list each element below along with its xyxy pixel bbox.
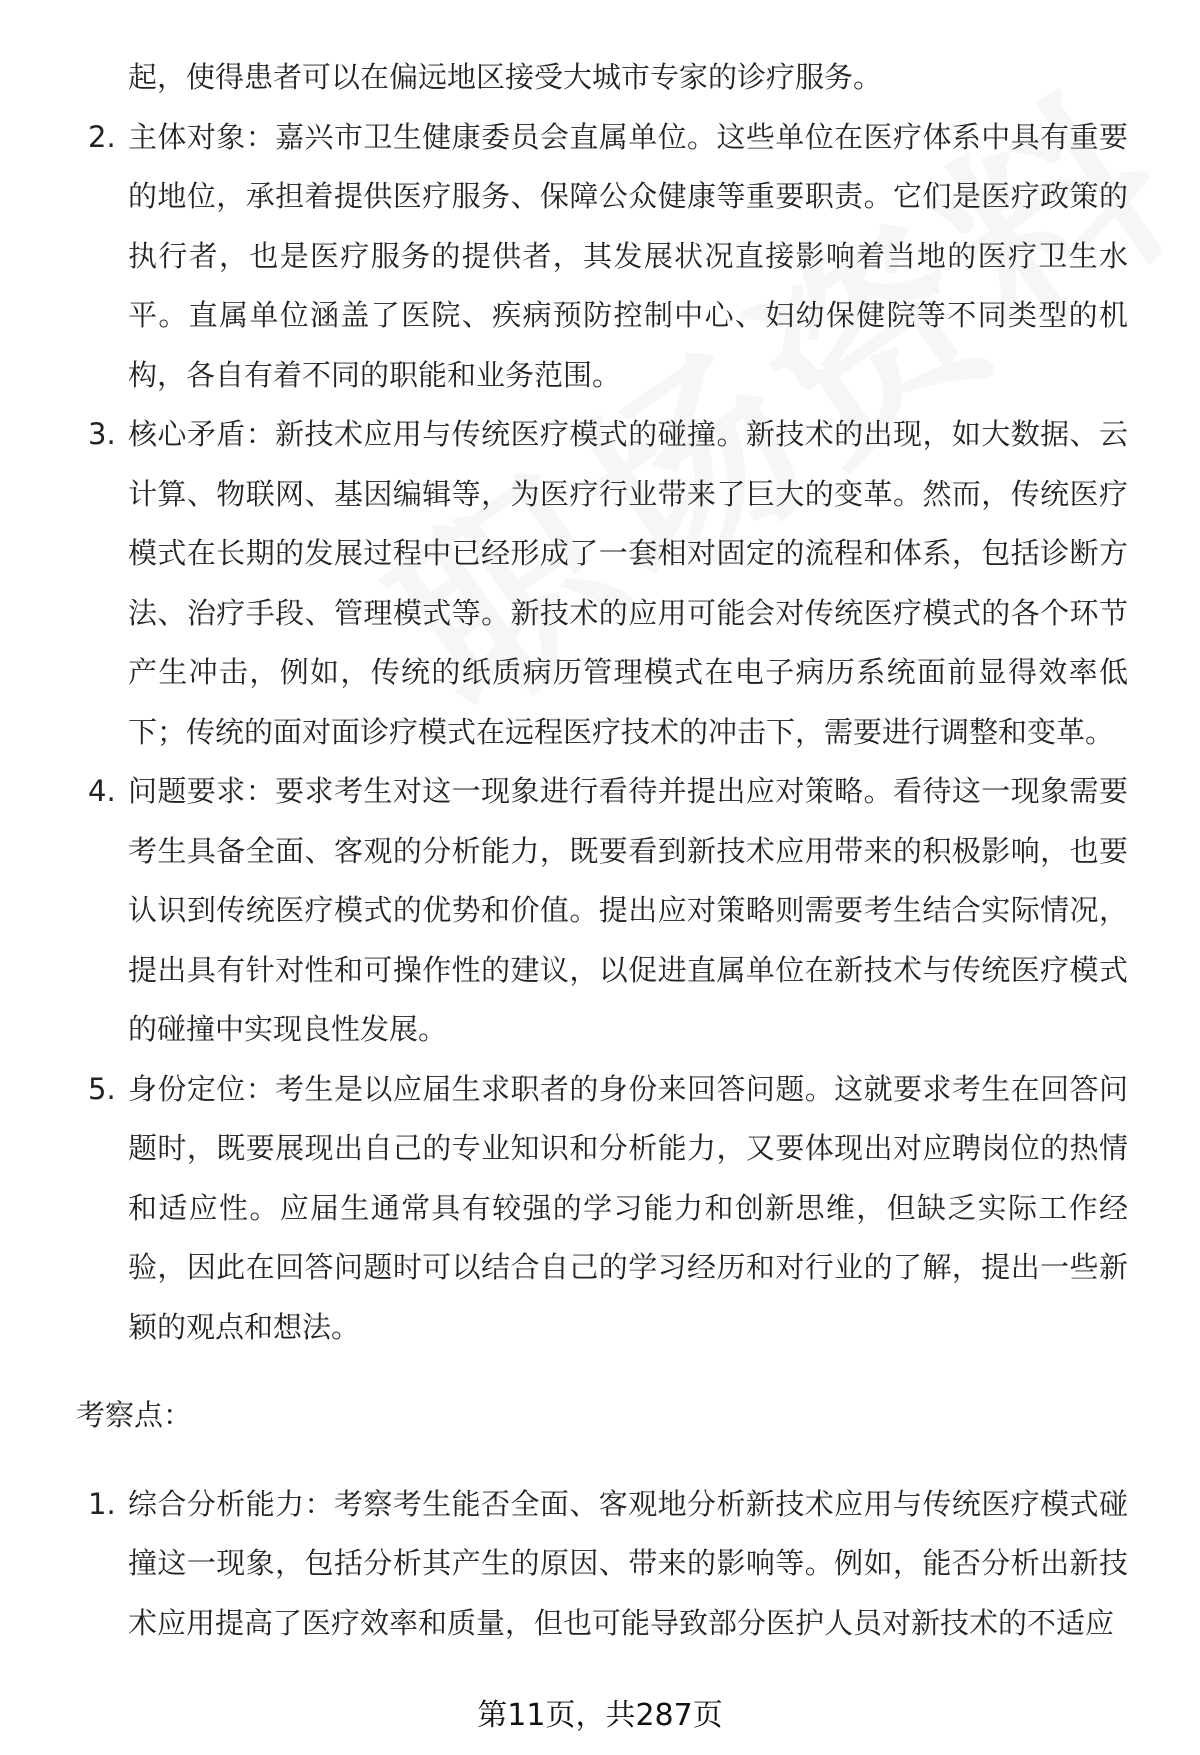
list-item-number: 1. [88,1486,116,1521]
list-item [76,1060,1156,1358]
list-item-number: 3. [88,417,116,451]
list-item-text: 主体对象：嘉兴市卫生健康委员会直属单位。这些单位在医疗体系中具有重要的地位，承担着提供医疗服务、保障公众健康等重要职责。它们是医疗政策的执行者，也是医疗服务的提供者，其发展状况直接影响着当地的医疗卫生水平。直属单位涵盖了医院、疾病预防控制中心、妇幼保健院等不同类型的机构，各自有着不同的职能和业务范围。 [128,119,1128,392]
list-item [76,405,1156,762]
points-list [76,1475,1156,1654]
section-heading: 考察点： [76,1398,193,1432]
analysis-list [76,108,1156,1358]
list-item-number: 4. [88,774,116,808]
list-item-number: 5. [88,1071,116,1106]
list-item-text: 综合分析能力：考察考生能否全面、客观地分析新技术应用与传统医疗模式碰撞这一现象，包括分析其产生的原因、带来的影响等。例如，能否分析出新技术应用提高了医疗效率和质量，但也可能导致部分医护人员对新技术的不适应 [128,1486,1128,1640]
page-footer: 第11页，共287页 [477,1698,723,1733]
list-item-text: 核心矛盾：新技术应用与传统医疗模式的碰撞。新技术的出现，如大数据、云计算、物联网、基因编辑等，为医疗行业带来了巨大的变革。然而，传统医疗模式在长期的发展过程中已经形成了一套相对固定的流程和体系，包括诊断方法、治疗手段、管理模式等。新技术的应用可能会对传统医疗模式的各个环节产生冲击，例如，传统的纸质病历管理模式在电子病历系统面前显得效率低下；传统的面对面诊疗模式在远程医疗技术的冲击下，需要进行调整和变革。 [128,417,1128,749]
list-item [76,108,1156,406]
document-content [76,48,1156,1653]
list-item [76,1475,1156,1654]
list-item-text: 身份定位：考生是以应届生求职者的身份来回答问题。这就要求考生在回答问题时，既要展现出自己的专业知识和分析能力，又要体现出对应聘岗位的热情和适应性。应届生通常具有较强的学习能力和创新思维，但缺乏实际工作经验，因此在回答问题时可以结合自己的学习经历和对行业的了解，提出一些新颖的观点和想法。 [128,1071,1128,1344]
list-item-number: 2. [88,119,116,154]
list-item-text: 问题要求：要求考生对这一现象进行看待并提出应对策略。看待这一现象需要考生具备全面、客观的分析能力，既要看到新技术应用带来的积极影响，也要认识到传统医疗模式的优势和价值。提出应对策略则需要考生结合实际情况，提出具有针对性和可操作性的建议，以促进直属单位在新技术与传统医疗模式的碰撞中实现良性发展。 [128,774,1128,1046]
continued-paragraph: 起，使得患者可以在偏远地区接受大城市专家的诊疗服务。 [128,60,883,94]
list-item [76,762,1156,1060]
